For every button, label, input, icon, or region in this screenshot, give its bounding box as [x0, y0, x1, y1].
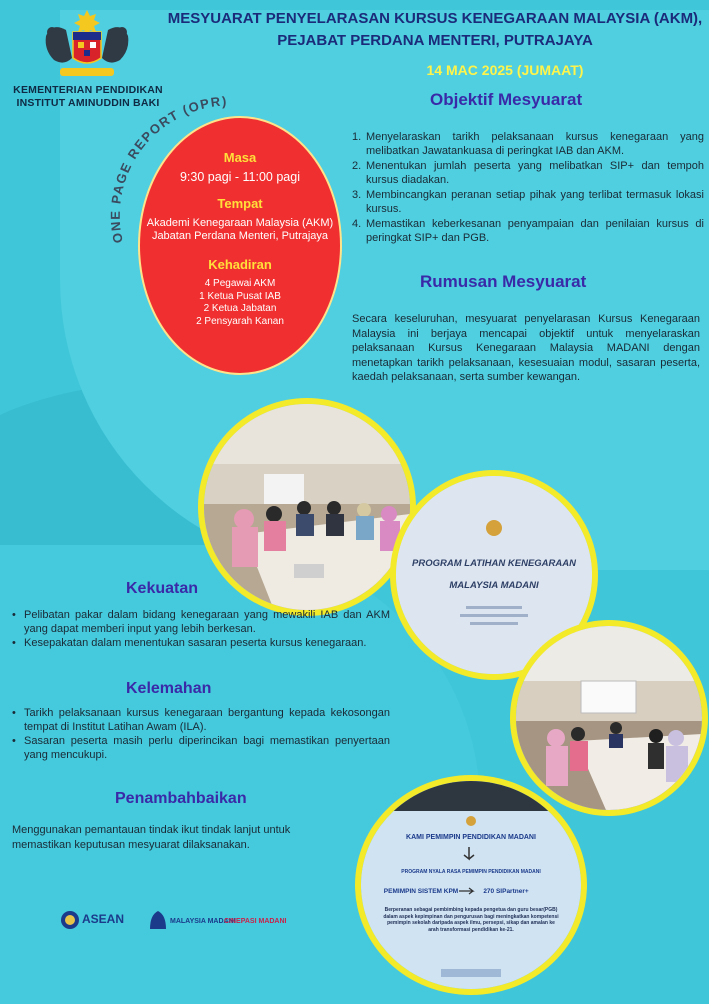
item-text: Memastikan keberkesanan penyampaian dan penilaian kursus di peringkat SIP+ dan PGB.	[366, 218, 704, 244]
masa-heading: Masa	[223, 150, 257, 165]
logo-asean: ASEAN	[82, 912, 125, 926]
list-item	[12, 706, 390, 734]
list-item	[352, 217, 704, 245]
bullet-icon: •	[12, 637, 16, 649]
kekuatan-list	[12, 608, 390, 650]
madani-logo-icon	[150, 911, 236, 929]
slide1-line1: PROGRAM LATIHAN KENEGARAAN	[412, 558, 576, 569]
penambahbaikan-heading: Penambahbaikan	[115, 790, 247, 807]
item-number: 4.	[352, 218, 362, 230]
kehadiran-item: 1 Ketua Pusat IAB	[199, 290, 281, 302]
kehadiran-item: 2 Ketua Jabatan	[203, 303, 277, 314]
slide1-line2: MALAYSIA MADANI	[449, 580, 539, 591]
opr-text: ONE PAGE REPORT (OPR)	[107, 93, 229, 245]
list-item	[12, 636, 390, 650]
org-institute: INSTITUT AMINUDDIN BAKI	[16, 97, 160, 109]
item-number: 1.	[352, 131, 362, 143]
list-item	[12, 734, 390, 762]
slide2-body: Berperanan sebagai pembimbing kepada pengetua dan guru besar(PGB) dalam aspek kepimpinan dan pengurusan bagi meningkatkan kompetensi pemimpin sekolah daripada aspek ilmu, persepsi, sikap dan amalan ke arah transformasi pendidikan ke-21.	[383, 907, 559, 933]
partner-logos	[60, 905, 300, 935]
tempat-heading: Tempat	[217, 196, 263, 211]
tempat-line-2: Jabatan Perdana Menteri, Putrajaya	[151, 230, 329, 242]
page-title	[165, 8, 705, 52]
logo-malaysia-madani: MALAYSIA MADANI	[170, 918, 236, 925]
logo-aspirasi-madani: CINEPASI MADANI	[224, 918, 287, 925]
org-ministry: KEMENTERIAN PENDIDIKAN	[13, 84, 163, 96]
meeting-photo-4	[355, 775, 587, 995]
bullet-icon: •	[12, 707, 16, 719]
meeting-date: 14 MAC 2025 (JUMAAT)	[426, 62, 584, 78]
meeting-room-image	[204, 404, 410, 610]
kehadiran-list	[140, 278, 340, 328]
kelemahan-heading: Kelemahan	[126, 680, 212, 697]
list-item	[12, 608, 390, 636]
item-text: Pelibatan pakar dalam bidang kenegaraan yang mewakili IAB dan AKM yang dapat memberi input yang lebih berkesan.	[24, 609, 390, 635]
objektif-list	[352, 130, 704, 246]
slide-photo	[361, 781, 581, 989]
item-text: Sasaran peserta masih perlu diperincikan bagi memastikan penyertaan yang mencukupi.	[24, 735, 390, 761]
item-text: Menyelaraskan tarikh pelaksanaan kursus kenegaraan yang melibatkan Jawatankuasa di peringkat IAB dan AKM.	[366, 131, 704, 157]
objektif-heading: Objektif Mesyuarat	[430, 90, 583, 109]
title-line-1: MESYUARAT PENYELARASAN KURSUS KENEGARAAN MALAYSIA (AKM),	[167, 10, 703, 27]
list-item	[352, 188, 704, 216]
rumusan-heading: Rumusan Mesyuarat	[420, 272, 587, 291]
coat-of-arms-icon	[38, 8, 136, 80]
title-line-2: PEJABAT PERDANA MENTERI, PUTRAJAYA	[277, 32, 593, 49]
item-text: Menentukan jumlah peserta yang melibatkan SIP+ dan tempoh kursus diadakan.	[366, 160, 704, 186]
item-number: 2.	[352, 160, 362, 172]
meeting-room-image	[516, 626, 702, 810]
slide2-left: PEMIMPIN SISTEM KPM	[383, 888, 459, 895]
list-item	[352, 159, 704, 187]
bullet-icon: •	[12, 609, 16, 621]
item-text: Kesepakatan dalam menentukan sasaran peserta kursus kenegaraan.	[24, 637, 367, 649]
item-number: 3.	[352, 189, 362, 201]
kehadiran-item: 2 Pensyarah Kanan	[196, 315, 284, 327]
kehadiran-heading: Kehadiran	[208, 257, 272, 272]
meeting-photo-3	[510, 620, 708, 816]
asean-logo-icon	[61, 911, 124, 929]
meeting-photo-1	[198, 398, 416, 616]
list-item	[352, 130, 704, 158]
item-text: Membincangkan peranan setiap pihak yang terlibat termasuk lokasi kursus.	[366, 189, 704, 215]
bullet-icon: •	[12, 735, 16, 747]
tempat-line-1: Akademi Kenegaraan Malaysia (AKM)	[146, 217, 334, 229]
penambahbaikan-text: Menggunakan pemantauan tindak ikut tindak lanjut untuk memastikan keputusan mesyuarat dilaksanakan.	[12, 824, 291, 851]
rumusan-text: Secara keseluruhan, mesyuarat penyelarasan Kursus Kenegaraan Malaysia ini berjaya mencapai objektif untuk menyelaraskan pelaksanaan Kursus Kenegaraan Malaysia MADANI dengan menetapkan tarikh pelaksanaan, kesesuaian modul, sasaran peserta, kaedah pelaksanaan, serta sumber kewangan.	[352, 313, 700, 383]
kelemahan-list	[12, 706, 390, 762]
kehadiran-item: 4 Pegawai AKM	[204, 278, 276, 289]
slide2-title: KAMI PEMIMPIN PENDIDIKAN MADANI	[406, 834, 536, 841]
slide2-sub: PROGRAM NYALA RASA PEMIMPIN PENDIDIKAN MADANI	[401, 869, 541, 875]
slide2-right: 270 SIPartner+	[483, 888, 529, 895]
item-text: Tarikh pelaksanaan kursus kenegaraan bergantung kepada kekosongan tempat di Institut Latihan Awam (ILA).	[24, 707, 390, 733]
meeting-details	[140, 150, 340, 328]
masa-value: 9:30 pagi - 11:00 pagi	[179, 170, 300, 184]
kekuatan-heading: Kekuatan	[126, 580, 199, 597]
